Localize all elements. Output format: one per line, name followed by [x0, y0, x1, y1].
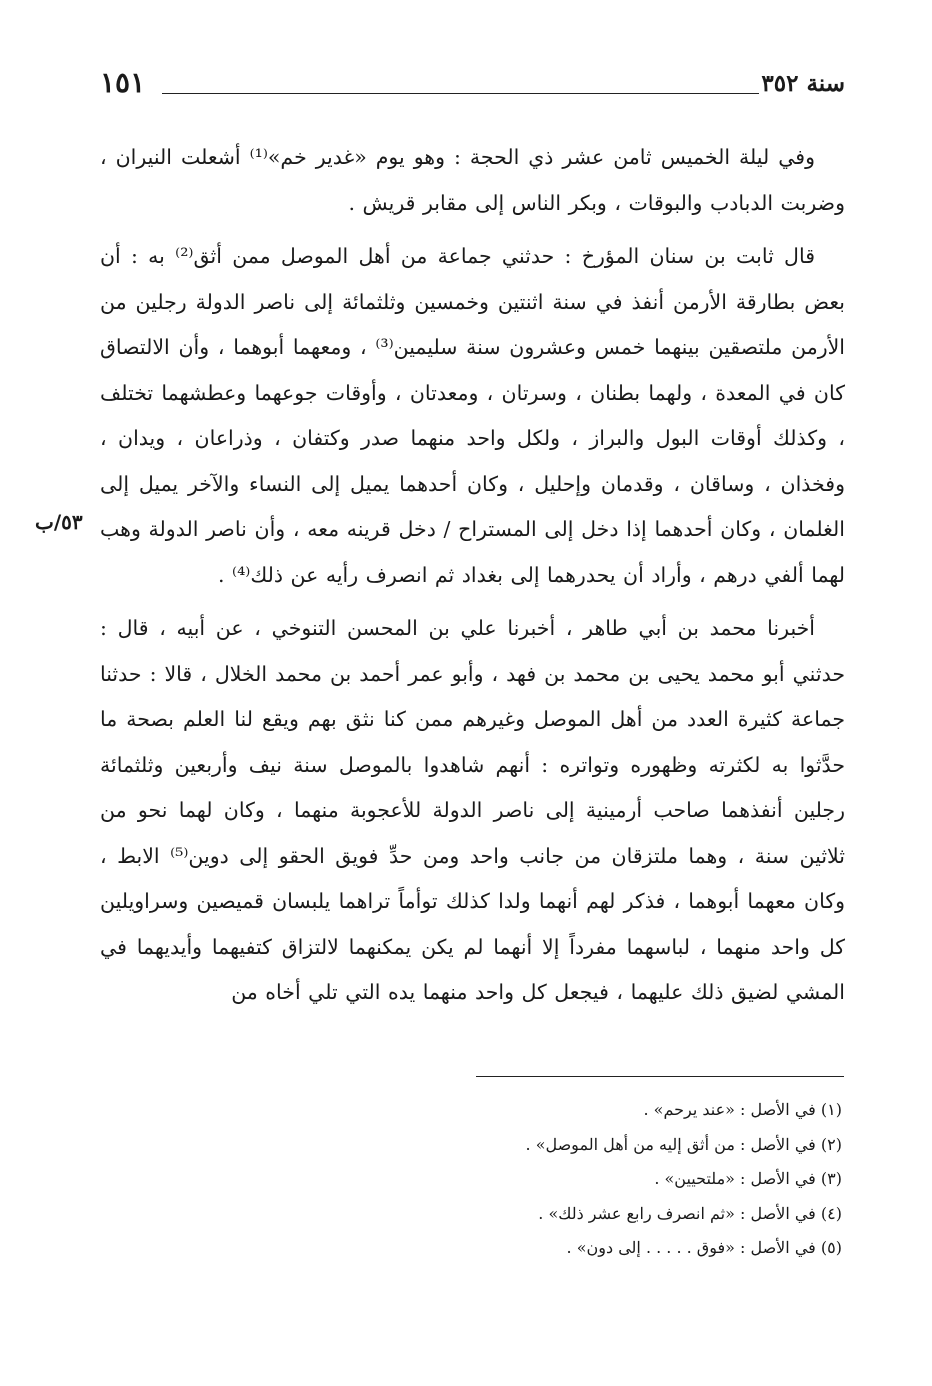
footnotes-list: [242, 1093, 842, 1266]
page-header: [100, 66, 845, 106]
paragraph-thabit-report: قال ثابت بن سنان المؤرخ : حدثني جماعة من أهل الموصل ممن أثق⁽²⁾ به : أن بعض بطارقة الأرمن أنفذ في سنة اثنتين وخمسين وثلثمائة إلى ناصر الدولة رجلين من الأرمن ملتصقين بينهما خمس وعشرون سنة سليمين⁽³⁾ ، ومعهما أبوهما ، وأن الالتصاق كان في المعدة ، ولهما بطنان ، وسرتان ، ومعدتان ، وأوقات جوعهما وعطشهما تختلف ، وكذلك أوقات البول والبراز ، ولكل واحد منهما صدر وكتفان ، وذراعان ، ويدان ، وفخذان ، وساقان ، وقدمان وإحليل ، وكان أحدهما يميل إلى النساء والآخر يميل إلى الغلمان ، وكان أحدهما إذا دخل إلى المستراح / دخل قرينه معه ، وأن ناصر الدولة وهب لهما ألفي درهم ، وأراد أن يحدرهما إلى بغداد ثم انصرف رأيه عن ذلك⁽⁴⁾ .: [100, 244, 845, 587]
header-rule: [162, 93, 759, 94]
footnote-4: (٤) في الأصل : «ثم انصرف رابع عشر ذلك» .: [538, 1203, 842, 1223]
paragraph-ghadir-khumm: وفي ليلة الخميس ثامن عشر ذي الحجة : وهو يوم «غدير خم»⁽¹⁾ أشعلت النيران ، وضربت الدبادب والبوقات ، وبكر الناس إلى مقابر قريش .: [100, 145, 845, 215]
page-number: ١٥١: [100, 66, 146, 99]
footnote-rule: [476, 1076, 844, 1077]
paragraph-tanukhi-report: أخبرنا محمد بن أبي طاهر ، أخبرنا علي بن المحسن التنوخي ، عن أبيه ، قال : حدثني أبو محمد يحيى بن محمد بن فهد ، وأبو عمر أحمد بن محمد الخلال ، قالا : حدثنا جماعة كثيرة العدد من أهل الموصل وغيرهم ممن كنا نثق بهم ويقع لنا العلم بصحة ما حدَّثوا به لكثرته وظهوره وتواتره : أنهم شاهدوا بالموصل سنة نيف وأربعين وثلثمائة رجلين أنفذهما صاحب أرمينية إلى ناصر الدولة للأعجوبة منهما ، وكان لهما نحو من ثلاثين سنة ، وهما ملتزقان من جانب واحد ومن حدِّ فويق الحقو إلى دوين⁽⁵⁾ الابط ، وكان معهما أبوهما ، فذكر لهم أنهما ولدا كذلك توأماً تراهما يلبسان قميصين وسراويلين كل واحد منهما ، لباسهما مفرداً إلا أنهما لم يكن يمكنهما لالتزاق كتفيهما وأيديهما في المشي لضيق ذلك عليهما ، فيجعل كل واحد منهما يده التي تلي أخاه من: [100, 616, 845, 1004]
footnote-1: (١) في الأصل : «عند يرحم» .: [643, 1100, 842, 1119]
footnote-3: (٣) في الأصل : «ملتحيين» .: [654, 1169, 842, 1188]
footnote-5: (٥) في الأصل : «فوق . . . . . إلى دون» .: [566, 1238, 842, 1257]
running-head-year: سنة ٣٥٢: [761, 70, 845, 97]
main-text: [100, 135, 845, 1024]
manuscript-folio-marker: ٥٣/ب: [35, 510, 83, 534]
footnote-2: (٢) في الأصل : من أثق إليه من أهل الموصل» .: [525, 1134, 842, 1154]
